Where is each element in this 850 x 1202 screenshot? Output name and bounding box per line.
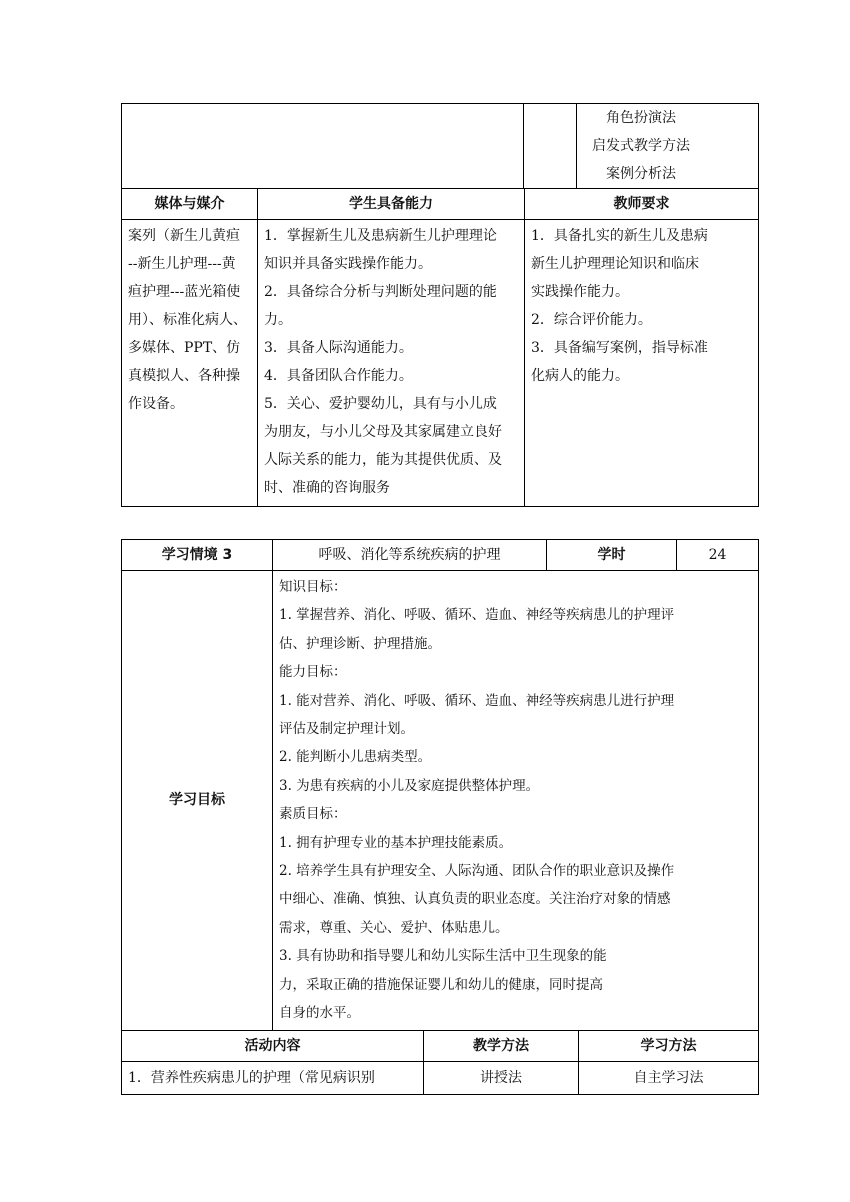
media-cell (122, 220, 258, 507)
teacher-cell (525, 220, 759, 507)
empty-cell (122, 104, 524, 189)
text-line: 5．关心、爱护婴幼儿，具有与小儿成 (264, 396, 497, 412)
course-table-1-body (121, 188, 759, 507)
text-line: 能力目标： (279, 664, 347, 681)
method-item: 启发式教学方法 (592, 138, 691, 154)
text-line: 为朋友，与小儿父母及其家属建立良好 (264, 424, 502, 440)
text-line: 新生儿护理理论知识和临床 (531, 256, 699, 272)
text-line: 案列（新生儿黄疸 (128, 228, 240, 244)
hours-label: 学时 (547, 540, 677, 571)
text-line: 多媒体、PPT、仿 (128, 340, 241, 356)
text-line: 中细心、准确、慎独、认真负责的职业态度。关注治疗对象的情感 (279, 891, 671, 908)
teaching-method-header: 教学方法 (424, 1030, 579, 1061)
text-line: 评估及制定护理计划。 (279, 721, 414, 738)
objectives-label: 学习目标 (122, 571, 273, 1031)
text-line: 力，采取正确的措施保证婴儿和幼儿的健康，同时提高 (279, 976, 603, 993)
text-line: 1．掌握新生儿及患病新生儿护理理论 (264, 228, 497, 244)
text-line: 1．具备扎实的新生儿及患病 (531, 228, 708, 244)
text-line: 自身的水平。 (279, 1005, 360, 1022)
text-line: 力。 (264, 312, 292, 328)
text-line: 时、准确的咨询服务 (264, 480, 390, 496)
blank-cell-right (576, 103, 759, 189)
method-item: 案例分析法 (606, 166, 677, 182)
text-line: 3．具备编写案例，指导标准 (531, 340, 708, 356)
text-line: 知识目标： (279, 579, 347, 595)
text-line: 1. 掌握营养、消化、呼吸、循环、造血、神经等疾病患儿的护理评 (279, 607, 675, 624)
hours-value: 24 (677, 540, 759, 571)
learning-method-cell: 自主学习法 (579, 1061, 759, 1094)
text-line: 疸护理---蓝光箱使 (128, 284, 241, 300)
text-line: 化病人的能力。 (531, 368, 629, 384)
text-line: 作设备。 (128, 396, 184, 412)
text-line: 实践操作能力。 (531, 284, 629, 300)
text-line: 3. 为患有疾病的小儿及家庭提供整体护理。 (279, 777, 540, 794)
teacher-header: 教师要求 (525, 189, 759, 220)
text-line: 用）、标准化病人、 (128, 312, 247, 328)
text-line: 2．综合评价能力。 (531, 312, 652, 328)
text-line: --新生儿护理---黄 (128, 256, 236, 272)
activity-header: 活动内容 (122, 1030, 424, 1061)
learning-method-header: 学习方法 (579, 1030, 759, 1061)
text-line: 2．具备综合分析与判断处理问题的能 (264, 284, 497, 300)
activity-cell: 1．营养性疾病患儿的护理（常见病识别 (122, 1061, 424, 1094)
method-item: 角色扮演法 (606, 110, 677, 126)
text-line: 2. 能判断小儿患病类型。 (279, 749, 432, 766)
text-line: 需求，尊重、关心、爱护、体贴患儿。 (279, 919, 509, 936)
situation-title: 呼吸、消化等系统疾病的护理 (273, 540, 547, 571)
text-line: 3．具备人际沟通能力。 (264, 340, 413, 356)
situation-label: 学习情境 3 (122, 540, 273, 571)
text-line: 4．具备团队合作能力。 (264, 368, 413, 384)
text-line: 知识并具备实践操作能力。 (264, 256, 432, 272)
text-line: 2. 培养学生具有护理安全、人际沟通、团队合作的职业意识及操作 (279, 863, 675, 880)
media-header: 媒体与媒介 (122, 189, 258, 220)
text-line: 3. 具有协助和指导婴儿和幼儿实际生活中卫生现象的能 (279, 948, 607, 965)
objectives-cell (273, 571, 759, 1031)
text-line: 1. 拥有护理专业的基本护理技能素质。 (279, 834, 513, 851)
teaching-method-cell: 讲授法 (424, 1061, 579, 1094)
text-line: 1. 能对营养、消化、呼吸、循环、造血、神经等疾病患儿进行护理 (279, 692, 675, 709)
course-table-2 (121, 539, 759, 1095)
text-line: 估、护理诊断、护理措施。 (279, 635, 441, 652)
text-line: 真模拟人、各种操 (128, 368, 240, 384)
abilities-cell (258, 220, 525, 507)
abilities-header: 学生具备能力 (258, 189, 525, 220)
text-line: 人际关系的能力，能为其提供优质、及 (264, 452, 502, 468)
text-line: 素质目标： (279, 806, 347, 823)
